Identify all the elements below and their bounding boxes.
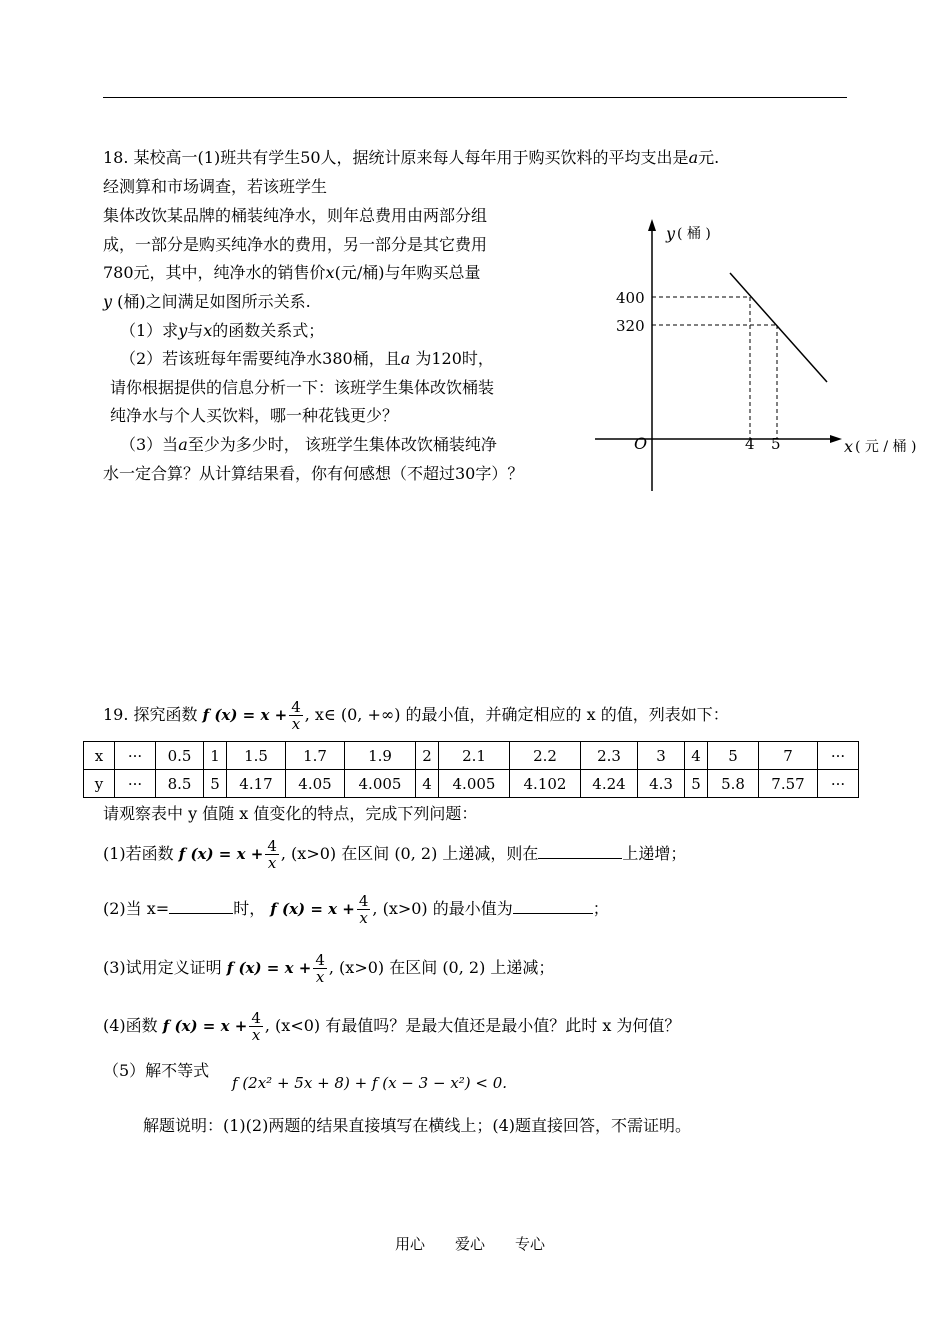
origin-label: O — [634, 434, 648, 453]
q18-sub3-line2: 水一定合算？从计算结果看，你有何感想（不超过30字）？ — [103, 464, 524, 483]
y-tick-320: 320 — [616, 317, 645, 335]
page-footer: 用心 爱心 专心 — [395, 1235, 546, 1253]
q19-part3: (3)试用定义证明 f (x) = x + $\frac{4}{x}$ , (x>0) 在区间 (0, 2) 上递减； — [103, 951, 555, 986]
table-cell: 2.2 — [510, 742, 581, 770]
table-cell: 1.9 — [345, 742, 416, 770]
x-axis-arrow — [830, 435, 842, 443]
table-cell: 7 — [759, 742, 818, 770]
table-cell: 0.5 — [156, 742, 204, 770]
table-cell: 4.24 — [581, 770, 638, 798]
demand-line — [730, 273, 827, 382]
table-cell: 4 — [416, 770, 439, 798]
price-quantity-graph — [590, 215, 930, 500]
q19-part1: (1)若函数 f (x) = x + $\frac{4}{x}$ , (x>0) 在区间 (0, 2) 上递减，则在 上递增； — [103, 837, 687, 872]
q19-part2: (2)当 x= 时， f (x) = x + $\frac{4}{x}$ , (x>0) 的最小值为 ； — [103, 892, 609, 927]
q18-sub2: （2）若该班每年需要纯净水380桶，且a 为120时， — [120, 349, 494, 368]
table-cell: 5 — [204, 770, 227, 798]
x-tick-4: 4 — [745, 435, 755, 453]
table-cell: 7.57 — [759, 770, 818, 798]
table-cell: 2.1 — [439, 742, 510, 770]
table-cell: ··· — [818, 770, 859, 798]
table-cell: ··· — [115, 770, 156, 798]
q18-line3: 集体改饮某品牌的桶装纯净水，则年总费用由两部分组 — [103, 206, 488, 225]
value-table — [83, 741, 859, 798]
q18-line6: y (桶)之间满足如图所示关系. — [103, 292, 311, 311]
table-cell: ··· — [818, 742, 859, 770]
table-cell: 4.3 — [638, 770, 685, 798]
table-cell: 8.5 — [156, 770, 204, 798]
table-row-x — [84, 742, 859, 770]
q19-note: 解题说明：(1)(2)两题的结果直接填写在横线上；(4)题直接回答，不需证明。 — [143, 1116, 691, 1135]
q18-line4: 成，一部分是购买纯净水的费用，另一部分是其它费用 — [103, 235, 488, 254]
table-cell: 4.17 — [227, 770, 286, 798]
q19-intro: 19. 探究函数 f (x) = x + $\frac{4}{x}$ , x∈ (0, +∞) 的最小值，并确定相应的 x 的值，列表如下： — [103, 698, 729, 733]
y-axis-arrow — [648, 219, 656, 231]
q19-part4: (4)函数 f (x) = x + $\frac{4}{x}$ , (x<0) 有最值吗？是最大值还是最小值？此时 x 为何值？ — [103, 1009, 681, 1044]
answer-blank-3[interactable] — [513, 897, 593, 914]
answer-blank-2[interactable] — [169, 897, 233, 914]
q18-sub1: （1）求y与x的函数关系式； — [120, 321, 325, 340]
table-cell: 5 — [685, 770, 708, 798]
table-cell: 4.005 — [439, 770, 510, 798]
table-cell: ··· — [115, 742, 156, 770]
q18-line2: 经测算和市场调查，若该班学生 — [103, 177, 328, 196]
y-axis-unit: ( 桶 ) — [677, 226, 711, 242]
q19-part5-expr: f (2x² + 5x + 8) + f (x − 3 − x²) < 0. — [232, 1074, 508, 1092]
q18-sub2-line2: 请你根据提供的信息分析一下：该班学生集体改饮桶装 — [110, 378, 495, 397]
q19-observe: 请观察表中 y 值随 x 值变化的特点，完成下列问题： — [103, 804, 478, 823]
y-tick-400: 400 — [616, 289, 645, 307]
table-cell: 2.3 — [581, 742, 638, 770]
table-cell: 2 — [416, 742, 439, 770]
table-cell: 1 — [204, 742, 227, 770]
table-row-y — [84, 770, 859, 798]
q18-line1: 18. 某校高一(1)班共有学生50人，据统计原来每人每年用于购买饮料的平均支出是a元. — [103, 148, 720, 167]
q18-sub2-line3: 纯净水与个人买饮料，哪一种花钱更少？ — [110, 406, 399, 425]
table-cell: x — [84, 742, 115, 770]
table-cell: 3 — [638, 742, 685, 770]
table-cell: 4.05 — [286, 770, 345, 798]
table-cell: y — [84, 770, 115, 798]
table-cell: 4.005 — [345, 770, 416, 798]
x-axis-unit: ( 元 / 桶 ) — [855, 439, 917, 455]
answer-blank-1[interactable] — [538, 842, 622, 859]
table-cell: 1.7 — [286, 742, 345, 770]
q18-sub3: （3）当a至少为多少时， 该班学生集体改饮桶装纯净 — [120, 435, 497, 454]
table-cell: 4.102 — [510, 770, 581, 798]
q19-part5-label: （5）解不等式 — [103, 1061, 210, 1080]
table-cell: 4 — [685, 742, 708, 770]
table-cell: 5 — [708, 742, 759, 770]
header-rule — [103, 97, 847, 98]
q18-line5: 780元，其中，纯净水的销售价x(元/桶)与年购买总量 — [103, 263, 481, 282]
table-cell: 5.8 — [708, 770, 759, 798]
y-axis-var: y — [666, 224, 676, 243]
x-tick-5: 5 — [771, 435, 781, 453]
table-cell: 1.5 — [227, 742, 286, 770]
x-axis-var: x — [844, 437, 854, 456]
